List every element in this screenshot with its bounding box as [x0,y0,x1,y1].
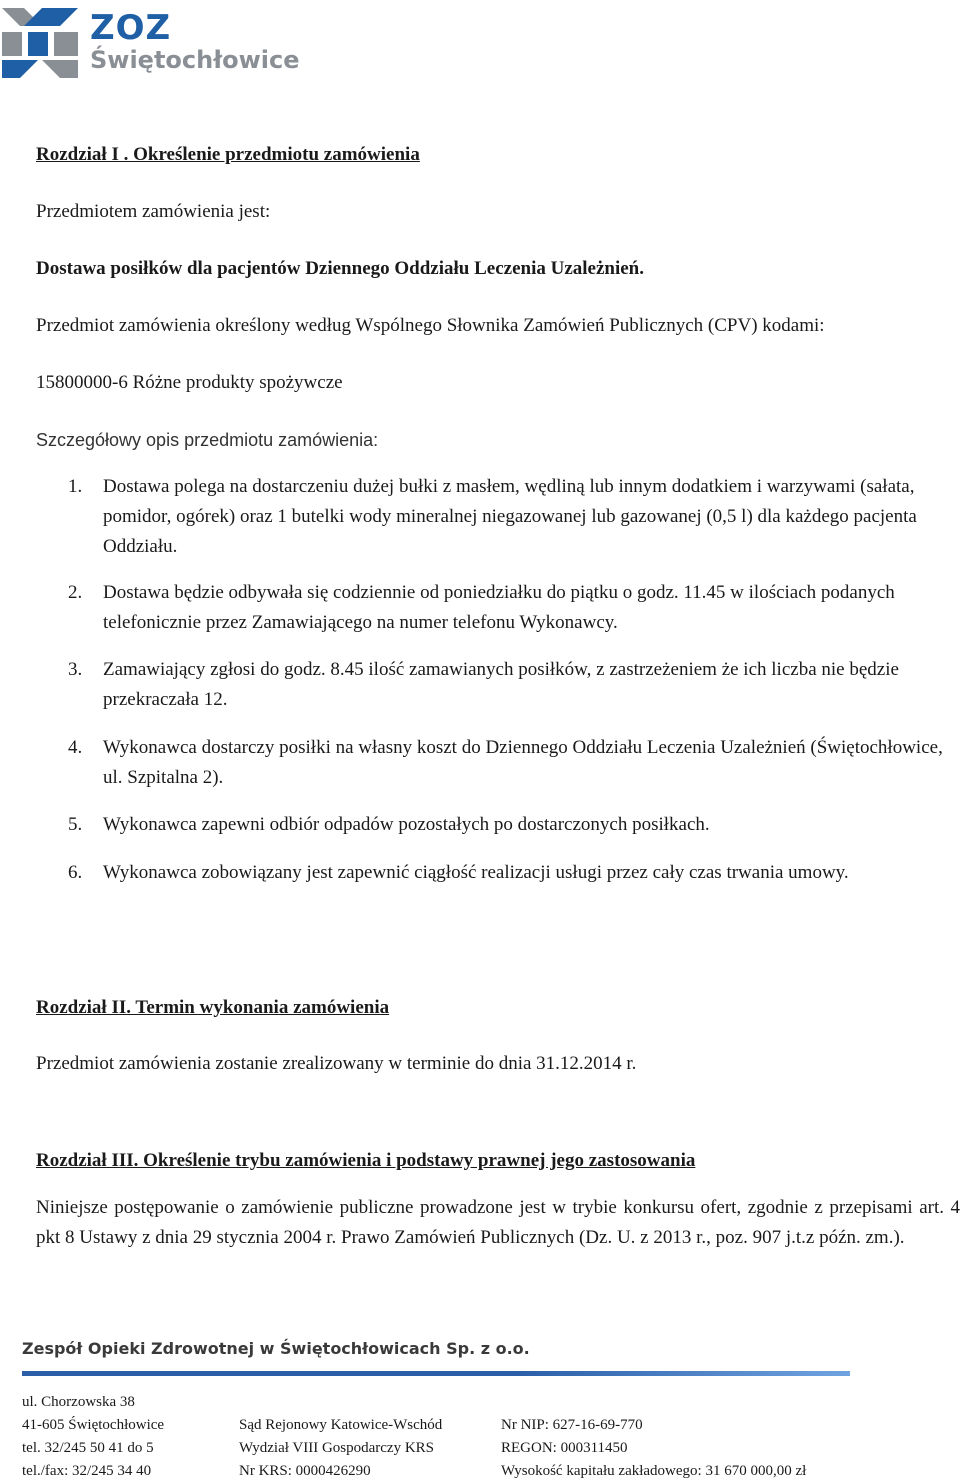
list-item-text: Wykonawca zobowiązany jest zapewnić ciągłość realizacji usługi przez cały czas trwania umowy. [103,862,849,883]
chapter1-heading: Rozdział I . Określenie przedmiotu zamówienia [36,144,420,165]
chapter3-text: Niniejsze postępowanie o zamówienie publiczne prowadzone jest w trybie konkursu ofert, zgodnie z przepisami art. 4 pkt 8 Ustawy z dnia 29 stycznia 2004 r. Prawo Zamówień Publicznych (Dz. U. z 2013 r., poz. 907 j.t.z późn. zm.). [36,1197,960,1248]
list-item [68,655,948,715]
list-item-text: Wykonawca dostarczy posiłki na własny koszt do Dziennego Oddziału Leczenia Uzależnień (Świętochłowice, ul. Szpitalna 2). [103,737,943,788]
list-item [68,472,948,562]
list-item-number: 6. [68,862,83,883]
list-item-text: Dostawa polega na dostarczeniu dużej bułki z masłem, wędliną lub innym dodatkiem i warzywami (sałata, pomidor, ogórek) oraz 1 butelki wody mineralnej niegazowanej lub gazowanej (0,5 l) dla każdego pacjenta Oddziału. [103,476,917,557]
footer-divider [22,1371,850,1376]
footer-department: Wydział VIII Gospodarczy KRS [239,1440,435,1456]
chapter1-detail-label: Szczegółowy opis przedmiotu zamówienia: [36,430,379,450]
company-logo [2,4,300,82]
footer-address-street: ul. Chorzowska 38 [22,1394,135,1410]
chapter2-text: Przedmiot zamówienia zostanie zrealizowany w terminie do dnia 31.12.2014 r. [36,1053,637,1074]
chapter1-cpv-code: 15800000-6 Różne produkty spożywcze [36,372,343,393]
list-item [68,810,948,840]
footer-capital: Wysokość kapitału zakładowego: 31 670 000,00 zł [501,1463,807,1479]
chapter1-cpv-intro: Przedmiot zamówienia określony według Wspólnego Słownika Zamówień Publicznych (CPV) kodami: [36,315,825,336]
list-item [68,858,948,888]
list-item-number: 3. [68,659,83,680]
footer-address-city: 41-605 Świętochłowice [22,1417,165,1433]
chapter3-heading: Rozdział III. Określenie trybu zamówienia i podstawy prawnej jego zastosowania [36,1150,696,1171]
list-item [68,578,948,638]
logo-mark-icon [2,4,82,82]
list-item-number: 2. [68,582,83,603]
list-item-number: 1. [68,476,83,497]
list-item-number: 5. [68,814,83,835]
chapter1-subject: Dostawa posiłków dla pacjentów Dziennego Oddziału Leczenia Uzależnień. [36,258,644,279]
footer-krs: Nr KRS: 0000426290 [239,1463,371,1479]
footer-court: Sąd Rejonowy Katowice-Wschód [239,1417,443,1433]
list-item [68,733,948,793]
footer-fax: tel./fax: 32/245 34 40 [22,1463,152,1479]
logo-text-city: Świętochłowice [90,46,300,74]
chapter1-intro: Przedmiotem zamówienia jest: [36,201,271,222]
footer-phone: tel. 32/245 50 41 do 5 [22,1440,154,1456]
footer-company-name: Zespół Opieki Zdrowotnej w Świętochłowicach Sp. z o.o. [22,1339,530,1358]
list-item-text: Wykonawca zapewni odbiór odpadów pozostałych po dostarczonych posiłkach. [103,814,710,835]
list-item-text: Zamawiający zgłosi do godz. 8.45 ilość zamawianych posiłków, z zastrzeżeniem że ich liczba nie będzie przekraczała 12. [103,659,899,710]
list-item-text: Dostawa będzie odbywała się codziennie od poniedziałku do piątku o godz. 11.45 w ilościach podanych telefonicznie przez Zamawiającego na numer telefonu Wykonawcy. [103,582,895,633]
logo-text-zoz: ZOZ [90,8,172,48]
list-item-number: 4. [68,737,83,758]
footer-regon: REGON: 000311450 [501,1440,628,1456]
chapter2-heading: Rozdział II. Termin wykonania zamówienia [36,997,390,1018]
footer-nip: Nr NIP: 627-16-69-770 [501,1417,643,1433]
